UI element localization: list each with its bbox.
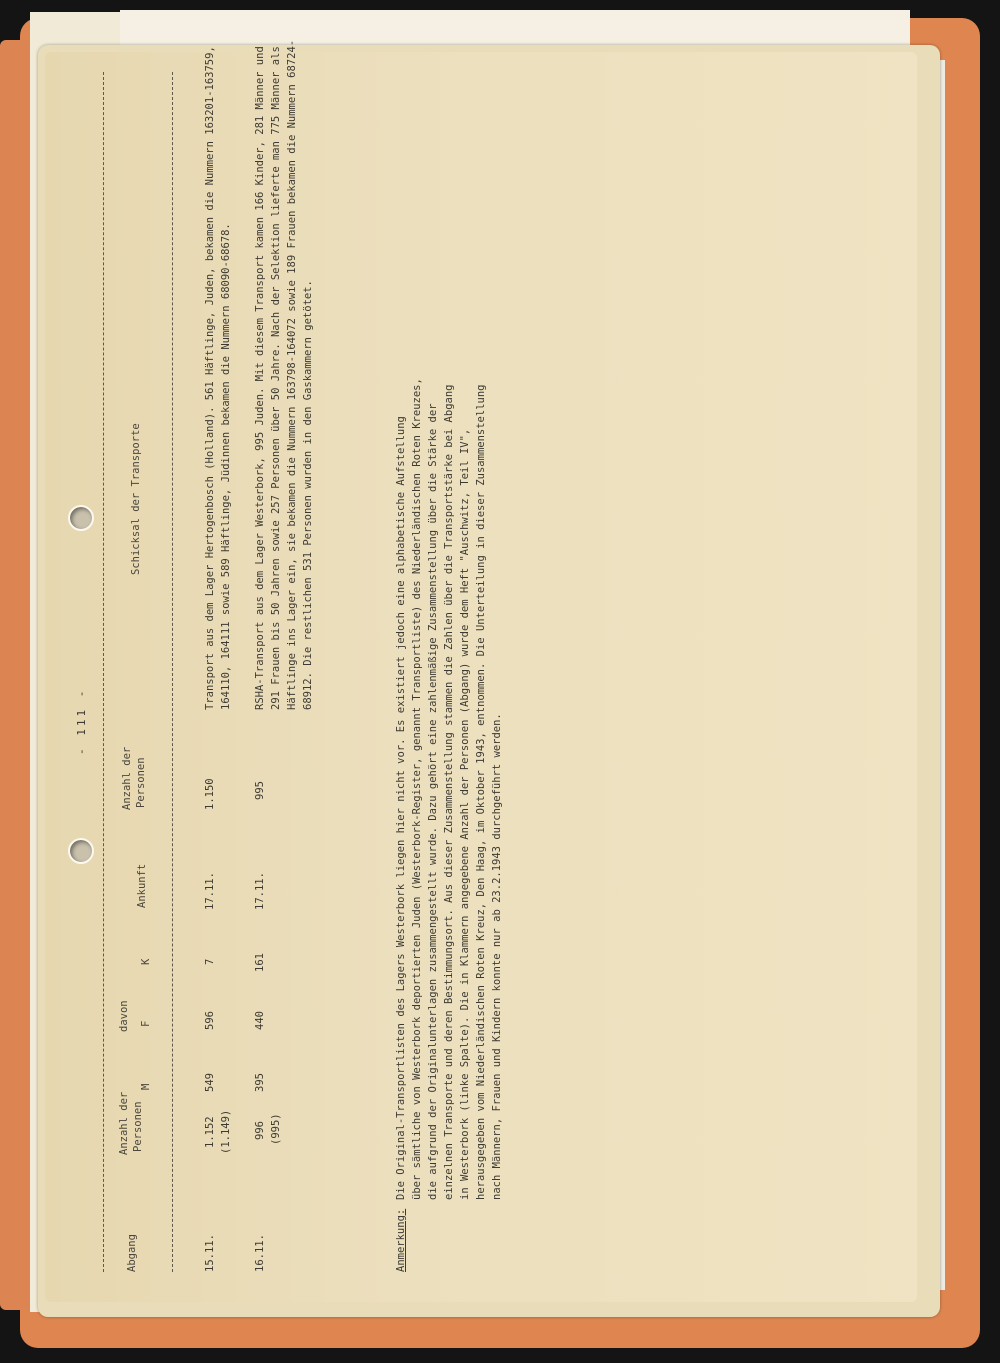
row2-k: 161: [254, 953, 266, 972]
row1-f: 596: [204, 1011, 216, 1030]
note-label: Anmerkung:: [395, 1208, 407, 1272]
row2-anzahl2: 995: [254, 781, 266, 800]
header-ankunft: Ankunft: [136, 863, 148, 908]
row1-anzahl: 1.152: [204, 1116, 216, 1148]
note-line4: einzelnen Transporte und deren Bestimmungsort. Aus dieser Zusammenstellung stammen die Zahlen über die Transportstärke bei Abgang: [443, 384, 455, 1200]
row1-fate-line1: Transport aus dem Lager Hertogenbosch (Holland). 561 Häftlinge, Juden, bekamen die Nummern 163201-163759,: [204, 46, 216, 710]
row1-anzahl2: 1.150: [204, 778, 216, 810]
note-line5: in Westerbork (linke Spalte). Die in Klammern angegebene Anzahl der Personen (Abgang) wurde dem Heft "Auschwitz, Teil IV",: [459, 428, 471, 1200]
row2-anzahl-paren: (995): [270, 1113, 282, 1145]
row2-fate-line4: 68912. Die restlichen 531 Personen wurden in den Gaskammern getötet.: [302, 280, 314, 710]
header-anzahl2-line2: Personen: [135, 757, 147, 808]
row1-ankunft: 17.11.: [204, 872, 216, 910]
row2-fate-line1: RSHA-Transport aus dem Lager Westerbork, 995 Juden. Mit diesem Transport kamen 166 Kinder, 281 Männer und: [254, 46, 266, 710]
header-top-rule: [103, 72, 104, 1272]
back-sheet-top: [120, 10, 910, 50]
page-number: - 111 -: [75, 687, 88, 755]
note-line2: über sämtliche von Westerbork deportierten Juden (Westerbork-Register, genannt Transportliste) des Niederländischen Roten Kreuzes,: [411, 378, 423, 1200]
header-davon: davon: [118, 1000, 130, 1032]
row2-f: 440: [254, 1011, 266, 1030]
row2-m: 395: [254, 1073, 266, 1092]
header-m: M: [140, 1083, 152, 1090]
row1-m: 549: [204, 1073, 216, 1092]
note-line3: die aufgrund der Originalunterlagen zusammengestellt wurde. Dazu gehört eine zahlenmäßige Zusammenstellung über die Stärke der: [427, 403, 439, 1200]
header-schicksal: Schicksal der Transporte: [130, 423, 142, 575]
header-bottom-rule: [172, 72, 173, 1272]
note-line7: nach Männern, Frauen und Kindern konnte nur ab 23.2.1943 durchgeführt werden.: [491, 713, 503, 1200]
header-anzahl-line1: Anzahl der: [118, 1091, 130, 1155]
row1-abgang: 15.11.: [204, 1234, 216, 1272]
row1-k: 7: [204, 958, 216, 965]
row2-fate-line3: Häftlinge ins Lager ein, sie bekamen die Nummern 163798-164072 sowie 189 Frauen bekamen die Nummern 68724-: [286, 39, 298, 710]
header-abgang: Abgang: [126, 1234, 138, 1272]
document-content: [45, 39, 915, 1300]
header-k: K: [140, 958, 152, 965]
row1-fate-line2: 164110, 164111 sowie 589 Häftlinge, Jüdinnen bekamen die Nummern 68090-68678.: [220, 223, 232, 710]
header-anzahl2-line1: Anzahl der: [121, 746, 133, 810]
row2-ankunft: 17.11.: [254, 872, 266, 910]
header-f: F: [140, 1020, 152, 1027]
row1-anzahl-paren: (1.149): [220, 1109, 232, 1154]
row2-anzahl: 996: [254, 1121, 266, 1140]
row2-fate-line2: 291 Frauen bis 50 Jahren sowie 257 Personen über 50 Jahre. Nach der Selektion lieferte man 775 Männer als: [270, 46, 282, 710]
header-anzahl-line2: Personen: [132, 1101, 144, 1152]
note-line1: Die Original-Transportlisten des Lagers Westerbork liegen hier nicht vor. Es existiert jedoch eine alphabetische Aufstellung: [395, 416, 407, 1200]
row2-abgang: 16.11.: [254, 1234, 266, 1272]
note-line6: herausgegeben vom Niederländischen Roten Kreuz, Den Haag, im Oktober 1943, entnommen. Die Unterteilung in dieser Zusammenstellung: [475, 384, 487, 1200]
